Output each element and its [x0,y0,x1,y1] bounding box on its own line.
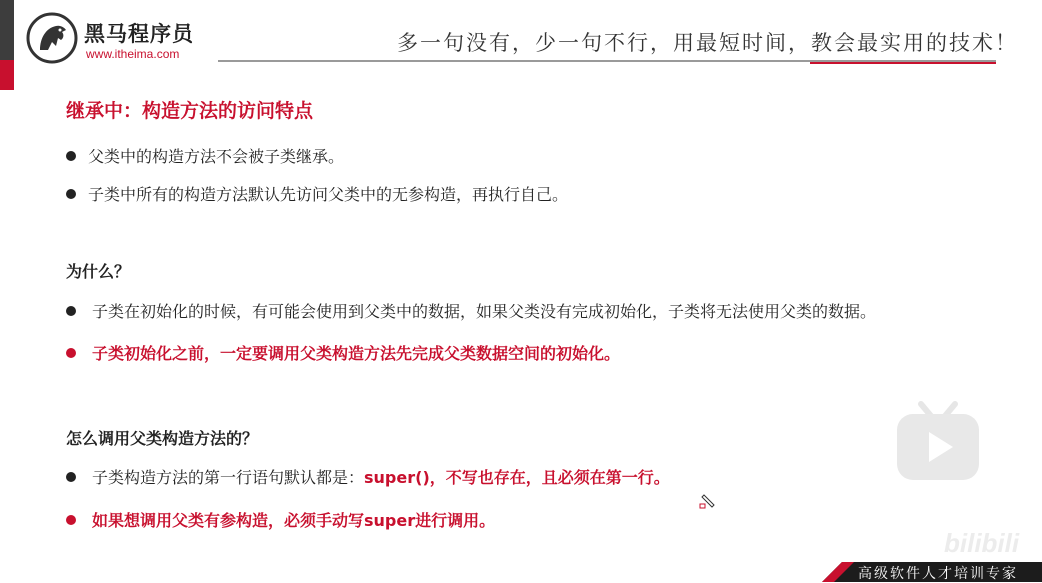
bullet-text: 子类构造方法的第一行语句默认都是： [92,468,365,487]
bullet-dot [66,189,76,199]
how-heading: 怎么调用父类构造方法的？ [66,429,259,448]
brand-url: www.itheima.com [86,47,180,61]
bullet-point-1 [66,144,344,167]
why-point-2 [66,341,620,364]
bullet-dot [66,151,76,161]
bullet-text: 子类中所有的构造方法默认先访问父类中的无参构造，再执行自己。 [88,185,569,204]
header-slogan: 多一句没有，少一句不行，用最短时间，教会最实用的技术！ [397,31,1018,55]
bullet-dot [66,348,76,358]
bullet-point-2 [66,182,568,205]
bullet-text: 子类初始化之前，一定要调用父类构造方法先完成父类数据空间的初始化。 [92,344,621,363]
slide-title: 继承中：构造方法的访问特点 [66,100,314,122]
how-point-1 [66,465,670,488]
why-heading: 为什么？ [66,262,131,281]
why-point-1 [66,299,876,322]
bullet-dot [66,472,76,482]
footer-tagline: 高级软件人才培训专家 [858,566,1018,582]
header-divider-accent [810,62,996,64]
left-strip-red [0,60,14,90]
bilibili-watermark: bilibili [944,528,1020,558]
play-icon[interactable] [893,400,983,482]
horse-logo-icon [26,12,78,64]
pen-cursor-icon [698,491,718,511]
bullet-highlight: super()，不写也存在，且必须在第一行。 [364,468,670,487]
brand-name: 黑马程序员 [84,22,194,46]
how-point-2 [66,508,495,531]
bullet-text: 子类在初始化的时候，有可能会使用到父类中的数据，如果父类没有完成初始化，子类将无法使用父类的数据。 [92,302,877,321]
bullet-dot [66,515,76,525]
left-accent-strip [0,0,14,90]
bullet-dot [66,306,76,316]
left-strip-dark [0,0,14,60]
bullet-text: 父类中的构造方法不会被子类继承。 [88,147,345,166]
bullet-text: 如果想调用父类有参构造，必须手动写super进行调用。 [92,511,496,530]
